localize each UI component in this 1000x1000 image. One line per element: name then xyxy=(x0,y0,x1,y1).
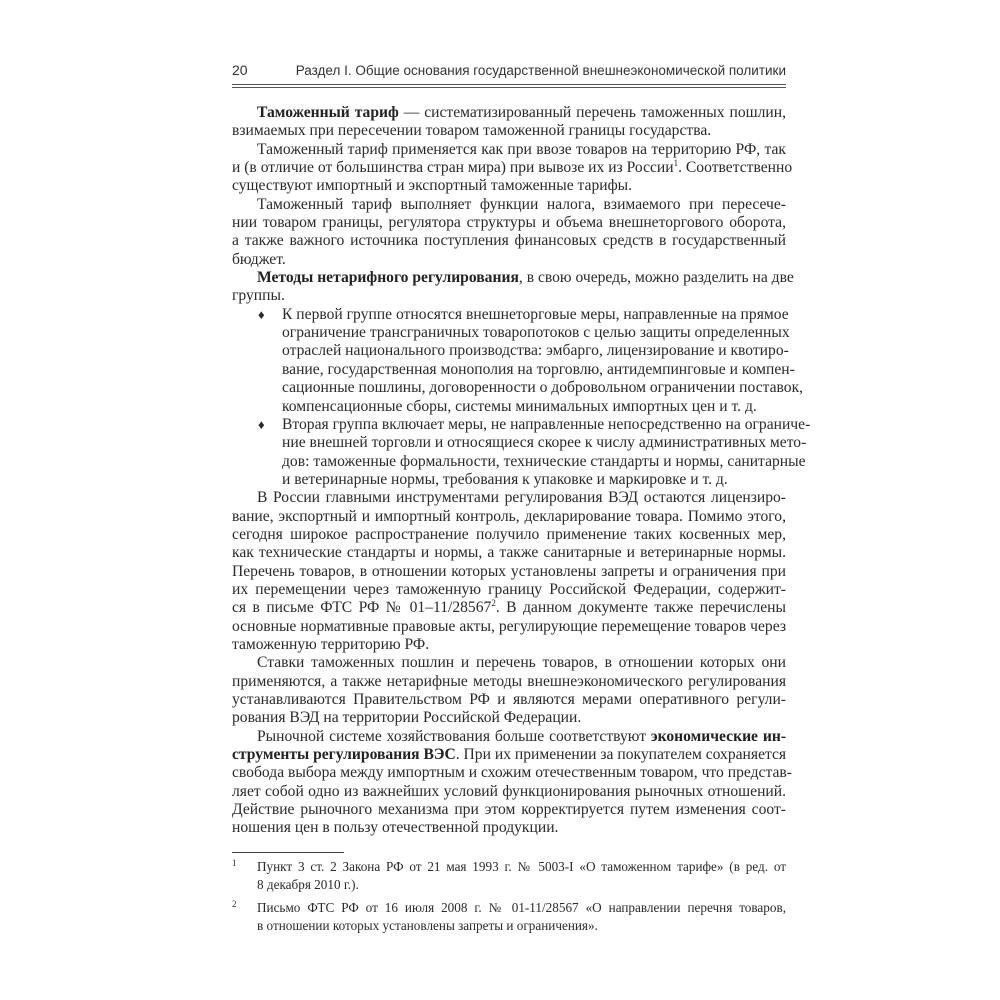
text-run: ношения цен в пользу отечественной продукции. xyxy=(232,819,559,837)
text-line xyxy=(232,526,786,544)
paragraph xyxy=(232,489,786,654)
text-run: таможенную территорию РФ. xyxy=(232,635,430,653)
text-line xyxy=(232,452,806,471)
text-line xyxy=(232,599,786,617)
paragraph xyxy=(232,269,794,306)
text-run: группы. xyxy=(232,287,285,305)
paragraph xyxy=(232,727,792,838)
text-line xyxy=(232,819,786,837)
text-run: — систематизированный перечень таможенных пошлин, xyxy=(398,104,786,121)
text-line xyxy=(232,581,786,599)
text-run: отраслей национального производства: эмбарго, лицензирование и квотиро- xyxy=(282,342,789,360)
footnote-separator xyxy=(232,852,344,853)
paragraph xyxy=(232,104,786,141)
section-title: Раздел I. Общие основания государственной внешнеэкономической политики xyxy=(295,63,786,78)
text-run: нии товаром границы, регулятора структуры и объема внешнеторгового оборота, xyxy=(232,214,786,232)
text-run: Таможенный тариф применяется как при ввозе товаров на территорию РФ, так xyxy=(257,140,786,158)
text-run: ляет собой одно из важнейших условий функционирования рыночных отношений. xyxy=(232,782,786,800)
text-line xyxy=(232,398,786,416)
text-line xyxy=(232,122,786,140)
text-run: , в свою очередь, можно разделить на две xyxy=(518,269,794,287)
text-run: компенсационные сборы, системы минимальных импортных цен и т. д. xyxy=(282,397,757,415)
text-run: . В данном документе также перечислены xyxy=(495,599,786,617)
footnote xyxy=(232,858,786,893)
text-line xyxy=(232,746,786,764)
text-line xyxy=(232,636,786,654)
text-line xyxy=(232,104,786,122)
bold-term: экономические ин- xyxy=(650,727,786,745)
text-run: Перечень товаров, в отношении которых установлены запреты и ограничения при xyxy=(232,562,786,580)
bold-term: струменты регулирования ВЭС xyxy=(232,746,456,764)
text-run: . Соответственно xyxy=(678,159,793,177)
text-line xyxy=(232,728,786,746)
footnote xyxy=(232,899,786,934)
text-line xyxy=(232,269,794,287)
text-line xyxy=(232,196,786,214)
bold-term: Методы нетарифного регулирования xyxy=(257,269,519,287)
text-line xyxy=(232,360,795,379)
footnote-mark: 2 xyxy=(232,899,237,909)
diamond-bullet-icon: ♦ xyxy=(258,416,265,432)
paragraph xyxy=(232,654,786,727)
text-run: Действие рыночного механизма при этом корректируется путем изменения соот- xyxy=(232,801,786,819)
text-run: взимаемых при пересечении товаром таможенной границы государства. xyxy=(232,122,712,140)
text-line xyxy=(232,801,786,819)
text-line xyxy=(232,324,790,342)
text-line xyxy=(232,691,786,709)
text-run: бюджет. xyxy=(232,250,286,268)
footnote-ref: 1 xyxy=(673,158,679,169)
paragraph xyxy=(232,196,786,269)
text-run: рования ВЭД на территории Российской Федерации. xyxy=(232,709,582,727)
text-line xyxy=(232,379,804,397)
text-run: . При их применении за покупателем сохраняется xyxy=(455,746,787,764)
bullet-item xyxy=(232,415,811,489)
text-line xyxy=(232,783,786,801)
text-line xyxy=(232,158,793,177)
text-run: Таможенный тариф выполняет функции налога, взимаемого при пересече- xyxy=(257,195,786,213)
text-run: В России главными инструментами регулирования ВЭД остаются лицензиро- xyxy=(257,489,786,507)
text-line xyxy=(232,214,786,232)
text-run: Вторая группа включает меры, не направленные непосредственно на ограниче- xyxy=(282,415,811,433)
text-line xyxy=(232,489,786,507)
text-line xyxy=(232,471,786,489)
footnote-line: Письмо ФТС РФ от 16 июля 2008 г. № 01-11/28567 «О направлении перечня товаров, xyxy=(257,900,786,915)
text-run: Ставки таможенных пошлин и перечень товаров, в отношении которых они xyxy=(257,654,786,672)
text-run: ся в письме ФТС РФ № 01–11/28567 xyxy=(232,599,492,617)
text-line xyxy=(232,305,789,324)
text-line xyxy=(232,563,786,581)
text-run: и ветеринарные нормы, требования к упаковке и маркировке и т. д. xyxy=(282,470,728,488)
text-run: а также важного источника поступления финансовых средств в государственный xyxy=(232,232,786,250)
text-line xyxy=(232,654,786,672)
footnote-line: в отношении которых установлены запреты и ограничения». xyxy=(257,917,598,933)
text-line xyxy=(232,618,786,636)
footnote-mark: 1 xyxy=(232,858,237,868)
text-line xyxy=(232,141,786,159)
text-run: устанавливаются Правительством РФ и являются мерами оперативного регули- xyxy=(232,691,786,708)
footnote-line: Пункт 3 ст. 2 Закона РФ от 21 мая 1993 г. № 5003-I «О таможенном тарифе» (в ред. от xyxy=(257,859,786,874)
text-run: как технические стандарты и нормы, а также санитарные и ветеринарные нормы. xyxy=(232,544,786,562)
text-line xyxy=(232,673,786,691)
text-run: существуют импортный и экспортный таможенные тарифы. xyxy=(232,177,633,195)
bullet-item xyxy=(232,305,804,416)
header-double-rule xyxy=(232,84,786,88)
paragraph xyxy=(232,140,793,196)
text-line xyxy=(232,709,786,727)
text-line xyxy=(232,434,807,452)
running-header xyxy=(232,62,786,82)
text-line xyxy=(232,544,786,562)
text-line xyxy=(232,177,786,195)
text-run: сационные пошлины, договоренности о добровольном ограничении поставок, xyxy=(282,379,804,397)
text-line xyxy=(232,764,792,782)
text-run: их перемещении через таможенную границу Российской Федерации, содержит- xyxy=(232,580,786,598)
text-run: свобода выбора между импортным и схожим отечественным товаром, что представ- xyxy=(232,764,792,782)
text-run: ние внешней торговли и относящиеся скорее к числу административных мето- xyxy=(282,434,807,452)
text-run: применяются, а также нетарифные методы внешнеэкономического регулирования xyxy=(232,672,786,690)
footnote-ref: 2 xyxy=(491,598,496,609)
text-run: дов: таможенные формальности, технические стандарты и нормы, санитарные xyxy=(282,452,806,470)
text-run: и (в отличие от большинства стран мира) при вывозе их из России xyxy=(232,159,674,177)
footnotes xyxy=(232,858,786,940)
diamond-bullet-icon: ♦ xyxy=(258,306,265,322)
page-number: 20 xyxy=(232,62,248,78)
bold-term: Таможенный тариф xyxy=(257,104,399,121)
text-line xyxy=(232,251,786,269)
text-line xyxy=(232,415,811,434)
text-run: вание, государственная монополия на торговлю, антидемпинговые и компен- xyxy=(282,360,795,378)
text-line xyxy=(232,342,789,360)
text-line xyxy=(232,508,786,526)
text-run: сегодня широкое распространение получило применение таких косвенных мер, xyxy=(232,525,786,543)
text-run: К первой группе относятся внешнеторговые меры, направленные на прямое xyxy=(282,305,789,323)
text-run: основные нормативные правовые акты, регулирующие перемещение товаров через xyxy=(232,617,786,635)
footnote-line: 8 декабря 2010 г.). xyxy=(257,876,359,892)
text-line xyxy=(232,232,786,250)
text-run: вание, экспортный и импортный контроль, декларирование товара. Помимо этого, xyxy=(232,507,786,525)
text-run: Рыночной системе хозяйствования больше соответствуют xyxy=(257,727,651,745)
text-line xyxy=(232,287,786,305)
body-text xyxy=(232,104,811,838)
text-run: ограничение трансграничных товаропотоков с целью защиты определенных xyxy=(282,324,790,342)
